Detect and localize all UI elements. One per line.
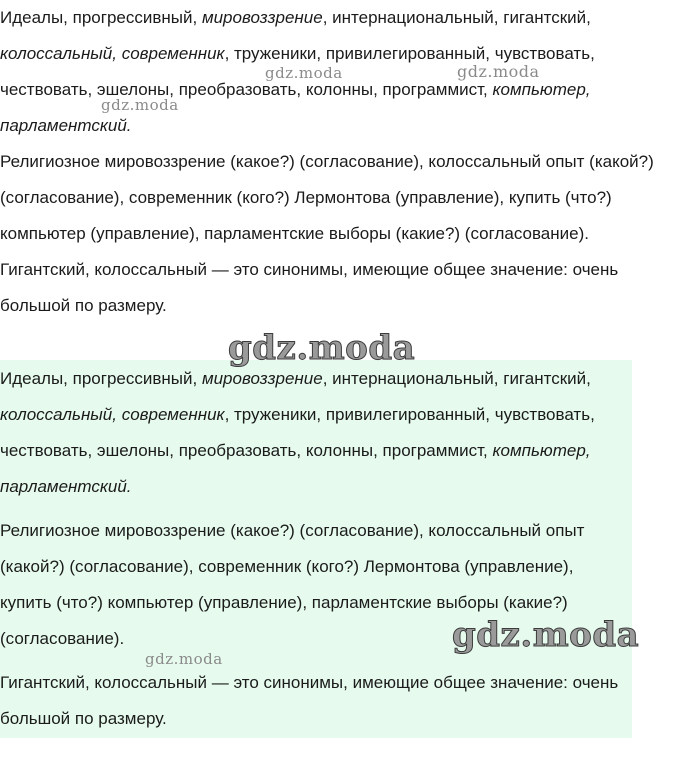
emphasized-word: мировоззрение — [201, 369, 323, 388]
watermark: gdz.moda — [101, 96, 179, 114]
answer-block-plain — [0, 0, 676, 324]
watermark: gdz.moda — [265, 64, 343, 82]
watermark: gdz.moda — [228, 328, 416, 368]
emphasized-word: компьютер, парламентский. — [0, 441, 591, 496]
text-run: , труженики, привилегированный, чувствовать, чествовать, эшелоны, преобразовать, колонны, программист, — [0, 405, 595, 460]
synonyms-paragraph: Гигантский, колоссальный — это синонимы, имеющие общее значение: очень большой по размеру. — [0, 260, 619, 315]
synonyms-paragraph: Гигантский, колоссальный — это синонимы, имеющие общее значение: очень большой по размеру. — [0, 673, 619, 728]
emphasized-word: компьютер, парламентский. — [0, 80, 591, 135]
text-run: , интернациональный, гигантский, — [322, 369, 591, 388]
word-list-paragraph — [0, 0, 676, 144]
text-run: , интернациональный, гигантский, — [322, 8, 591, 27]
text-run: , труженики, привилегированный, чувствовать, чествовать, эшелоны, преобразовать, колонны, программист, — [0, 44, 595, 99]
word-list-paragraph — [0, 361, 632, 505]
answer-block-highlighted — [0, 360, 632, 738]
emphasized-word: колоссальный, современник — [0, 44, 225, 63]
emphasized-word: колоссальный, современник — [0, 405, 225, 424]
watermark: gdz.moda — [452, 615, 640, 655]
text-run: Идеалы, прогрессивный, — [0, 8, 202, 27]
watermark: gdz.moda — [145, 650, 223, 668]
emphasized-word: мировоззрение — [201, 8, 323, 27]
phrases-paragraph: Религиозное мировоззрение (какое?) (согласование), колоссальный опыт (какой?) (согласование), современник (кого?) Лермонтова (управление), купить (что?) компьютер (управление), парламентские выборы (какие?) (согласование). — [0, 521, 585, 648]
watermark: gdz.moda — [457, 62, 540, 81]
text-run: Идеалы, прогрессивный, — [0, 369, 202, 388]
phrases-paragraph: Религиозное мировоззрение (какое?) (согласование), колоссальный опыт (какой?) (согласование), современник (кого?) Лермонтова (управление), купить (что?) компьютер (управление), парламентские выборы (какие?) (согласование). — [0, 152, 654, 243]
